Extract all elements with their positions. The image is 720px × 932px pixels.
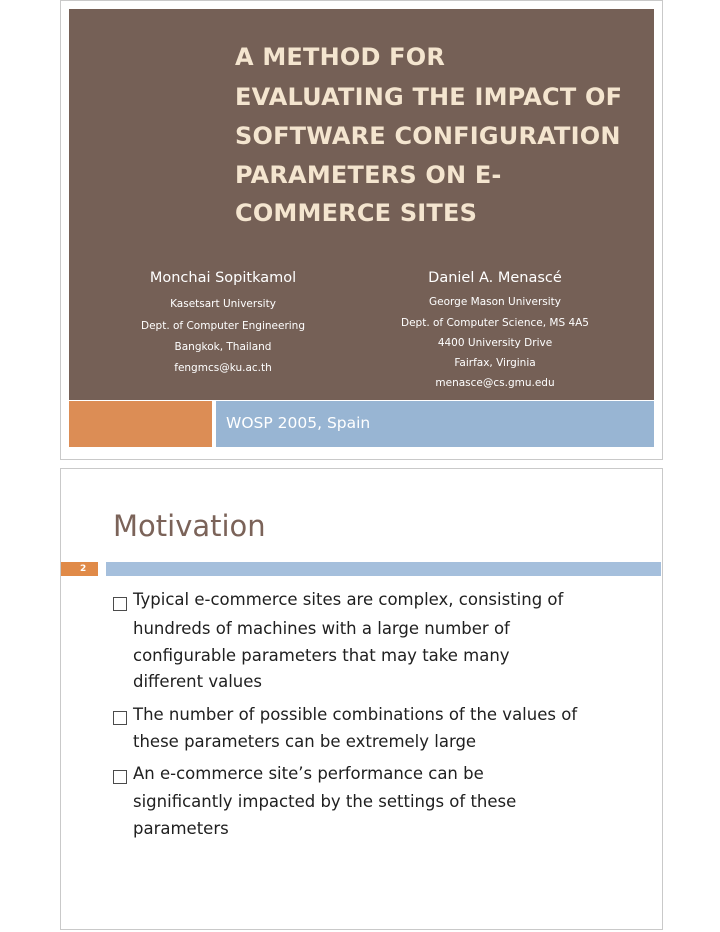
author2-affiliation: George Mason University [429,296,561,308]
author2-location: Fairfax, Virginia [454,357,536,369]
slide-title: Motivation [113,509,266,543]
author2-department: Dept. of Computer Science, MS 4A5 [401,317,589,329]
motivation-slide [60,468,663,930]
author1-location: Bangkok, Thailand [174,341,272,353]
page-number: 2 [80,564,87,574]
bullet-square-icon [113,597,127,611]
author1-name: Monchai Sopitkamol [149,270,297,286]
bullet-line: The number of possible combinations of the values of [133,705,578,724]
bullet-line: configurable parameters that may take many [133,646,510,665]
bullet-square-icon [113,770,127,784]
bullet-line: significantly impacted by the settings of these [133,792,517,811]
title-slide [60,0,663,460]
title-line: PARAMETERS ON E- [235,161,502,189]
title-line: SOFTWARE CONFIGURATION [235,122,621,150]
author2-email: menasce@cs.gmu.edu [435,377,555,389]
author1-affiliation: Kasetsart University [170,298,276,310]
bullet-line: An e-commerce site’s performance can be [133,764,484,783]
title-line: A METHOD FOR [235,43,446,71]
author1-email: fengmcs@ku.ac.th [174,362,272,374]
bullet-square-icon [113,711,127,725]
bullet-line: hundreds of machines with a large number of [133,619,510,638]
bullet-line: different values [133,672,262,691]
bullet-line: parameters [133,819,229,838]
author1-department: Dept. of Computer Engineering [141,320,305,332]
title-divider-bar [106,562,661,576]
footer-text: WOSP 2005, Spain [226,414,371,432]
author2-address: 4400 University Drive [437,337,553,349]
title-line: EVALUATING THE IMPACT OF [235,83,623,111]
title-line: COMMERCE SITES [235,199,478,227]
author2-name: Daniel A. Menascé [428,270,562,286]
title-panel [69,9,654,400]
bullet-line: these parameters can be extremely large [133,732,477,751]
bullet-line: Typical e-commerce sites are complex, consisting of [133,590,564,609]
footer-accent-block [69,401,212,447]
